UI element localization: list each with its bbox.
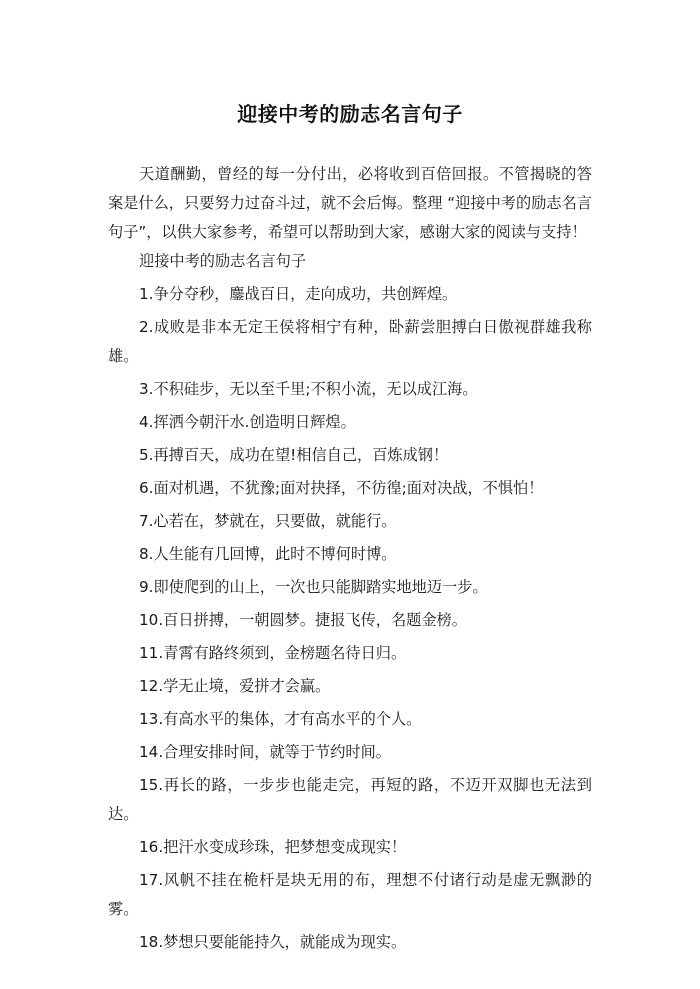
page-title: 迎接中考的励志名言句子 [237,102,463,126]
quote-item: 1.争分夺秒，鏖战百日，走向成功，共创辉煌。 [139,285,458,303]
quote-item: 16.把汗水变成珍珠，把梦想变成现实！ [139,838,407,856]
quote-item: 12.学无止境，爱拼才会赢。 [139,677,331,695]
intro-paragraph: 天道酬勤，曾经的每一分付出，必将收到百倍回报。不管揭晓的答案是什么，只要努力过奋斗过，就不会后悔。整理 “迎接中考的励志名言句子”，以供大家参考，希望可以帮助到大家，感谢大家的阅读与支持！ [108,165,592,241]
quote-item: 13.有高水平的集体，才有高水平的个人。 [139,710,422,728]
quote-item: 11.青霄有路终须到，金榜题名待日归。 [139,644,407,662]
quote-item: 5.再搏百天，成功在望!相信自己，百炼成钢！ [139,446,449,464]
quote-item: 9.即使爬到的山上，一次也只能脚踏实地地迈一步。 [139,578,488,596]
quote-item: 17.风帆不挂在桅杆是块无用的布，理想不付诸行动是虚无飘渺的雾。 [108,871,592,918]
document-body [108,160,592,957]
quote-item: 15.再长的路，一步步也能走完，再短的路，不迈开双脚也无法到达。 [108,776,592,823]
quote-item: 10.百日拼搏，一朝圆梦。捷报飞传，名题金榜。 [139,611,467,629]
quote-item: 18.梦想只要能能持久，就能成为现实。 [139,933,407,951]
quote-item: 2.成败是非本无定王侯将相宁有种，卧薪尝胆搏白日傲视群雄我称雄。 [108,318,592,365]
quote-item: 7.心若在，梦就在，只要做，就能行。 [139,512,397,530]
quote-item: 8.人生能有几回博，此时不博何时博。 [139,545,397,563]
quote-item: 4.挥洒今朝汗水.创造明日辉煌。 [139,413,356,431]
quote-item: 3.不积硅步，无以至千里;不积小流，无以成江海。 [139,380,478,398]
quote-item: 14.合理安排时间，就等于节约时间。 [139,743,391,761]
section-subtitle: 迎接中考的励志名言句子 [139,252,307,270]
quote-item: 6.面对机遇，不犹豫;面对抉择，不彷徨;面对决战，不惧怕！ [139,479,544,497]
